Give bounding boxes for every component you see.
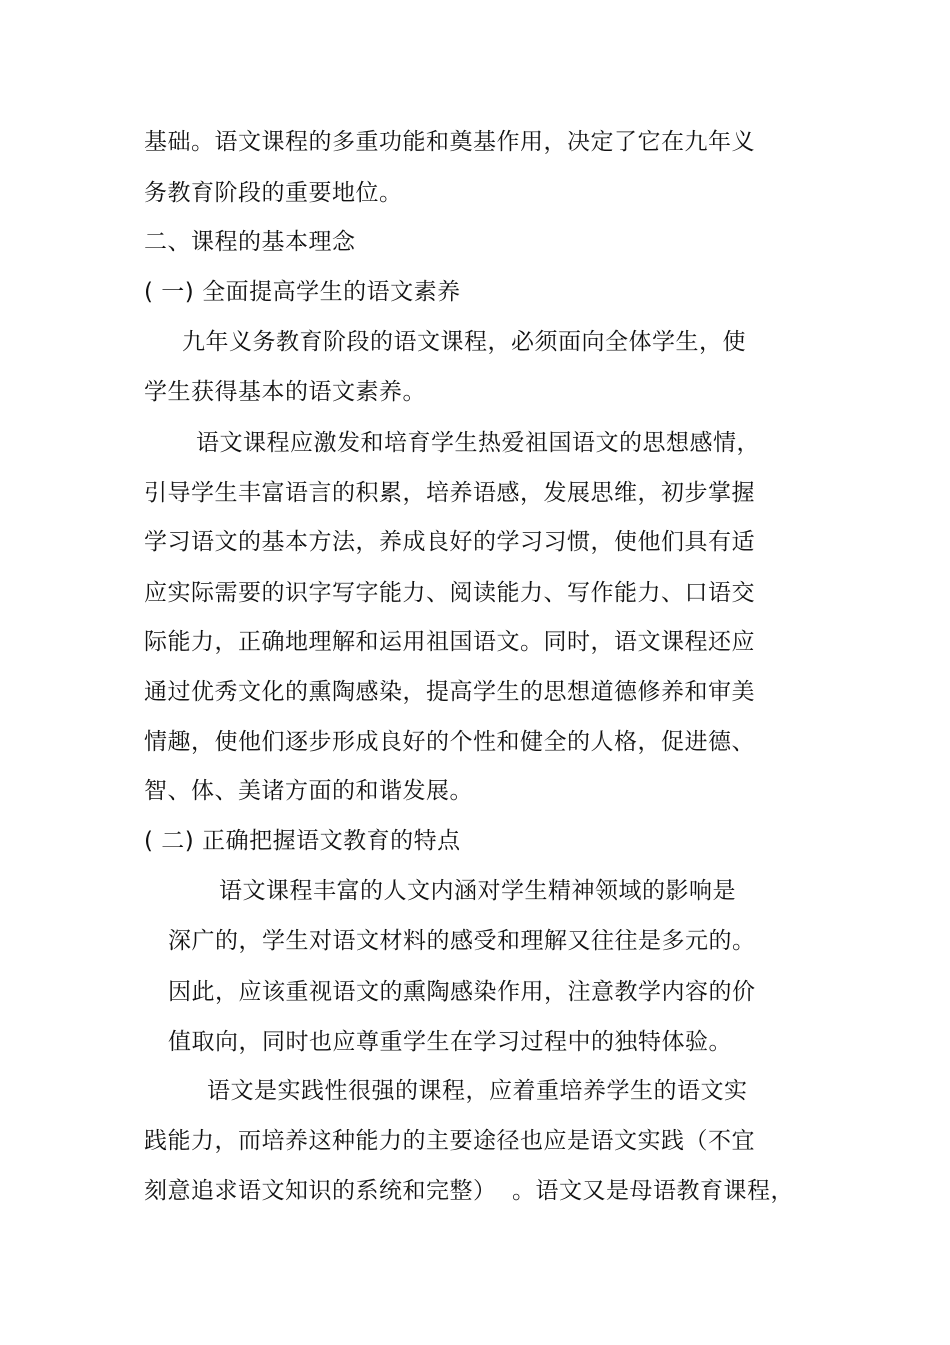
text-line: 学生获得基本的语文素养。 <box>144 379 426 405</box>
text-line: 因此，应该重视语文的熏陶感染作用，注意教学内容的价 <box>168 979 756 1005</box>
subsection-heading: ( 一) 全面提高学生的语文素养 <box>144 279 461 305</box>
text-line: 九年义务教育阶段的语文课程，必须面向全体学生，使 <box>182 329 746 355</box>
text-line: 值取向，同时也应尊重学生在学习过程中的独特体验。 <box>168 1029 732 1055</box>
text-line: 通过优秀文化的熏陶感染，提高学生的思想道德修养和审美 <box>144 679 755 705</box>
text-line: 引导学生丰富语言的积累，培养语感，发展思维，初步掌握 <box>144 480 755 506</box>
section-heading: 二、课程的基本理念 <box>144 229 356 255</box>
text-line: 刻意追求语文知识的系统和完整） <box>144 1178 497 1204</box>
subsection-heading: ( 二) 正确把握语文教育的特点 <box>144 828 461 854</box>
text-line: 践能力，而培养这种能力的主要途径也应是语文实践（不宜 <box>144 1128 755 1154</box>
text-line: 务教育阶段的重要地位。 <box>144 180 403 206</box>
text-line: 际能力，正确地理解和运用祖国语文。同时，语文课程还应 <box>144 629 755 655</box>
text-line: 情趣，使他们逐步形成良好的个性和健全的人格，促进德、 <box>144 729 755 755</box>
text-line: 智、体、美诸方面的和谐发展。 <box>144 778 473 804</box>
text-line: 学习语文的基本方法，养成良好的学习习惯，使他们具有适 <box>144 529 755 555</box>
text-line: 基础。语文课程的多重功能和奠基作用，决定了它在九年义 <box>144 129 755 155</box>
text-line: 语文课程应激发和培育学生热爱祖国语文的思想感情， <box>196 430 760 456</box>
text-line: 语文课程丰富的人文内涵对学生精神领域的影响是 <box>219 878 736 904</box>
text-line: 应实际需要的识字写字能力、阅读能力、写作能力、口语交 <box>144 580 755 606</box>
text-line: 深广的，学生对语文材料的感受和理解又往往是多元的。 <box>168 928 756 954</box>
text-line: 语文是实践性很强的课程，应着重培养学生的语文实 <box>207 1078 748 1104</box>
text-line: 。语文又是母语教育课程， <box>512 1178 794 1204</box>
